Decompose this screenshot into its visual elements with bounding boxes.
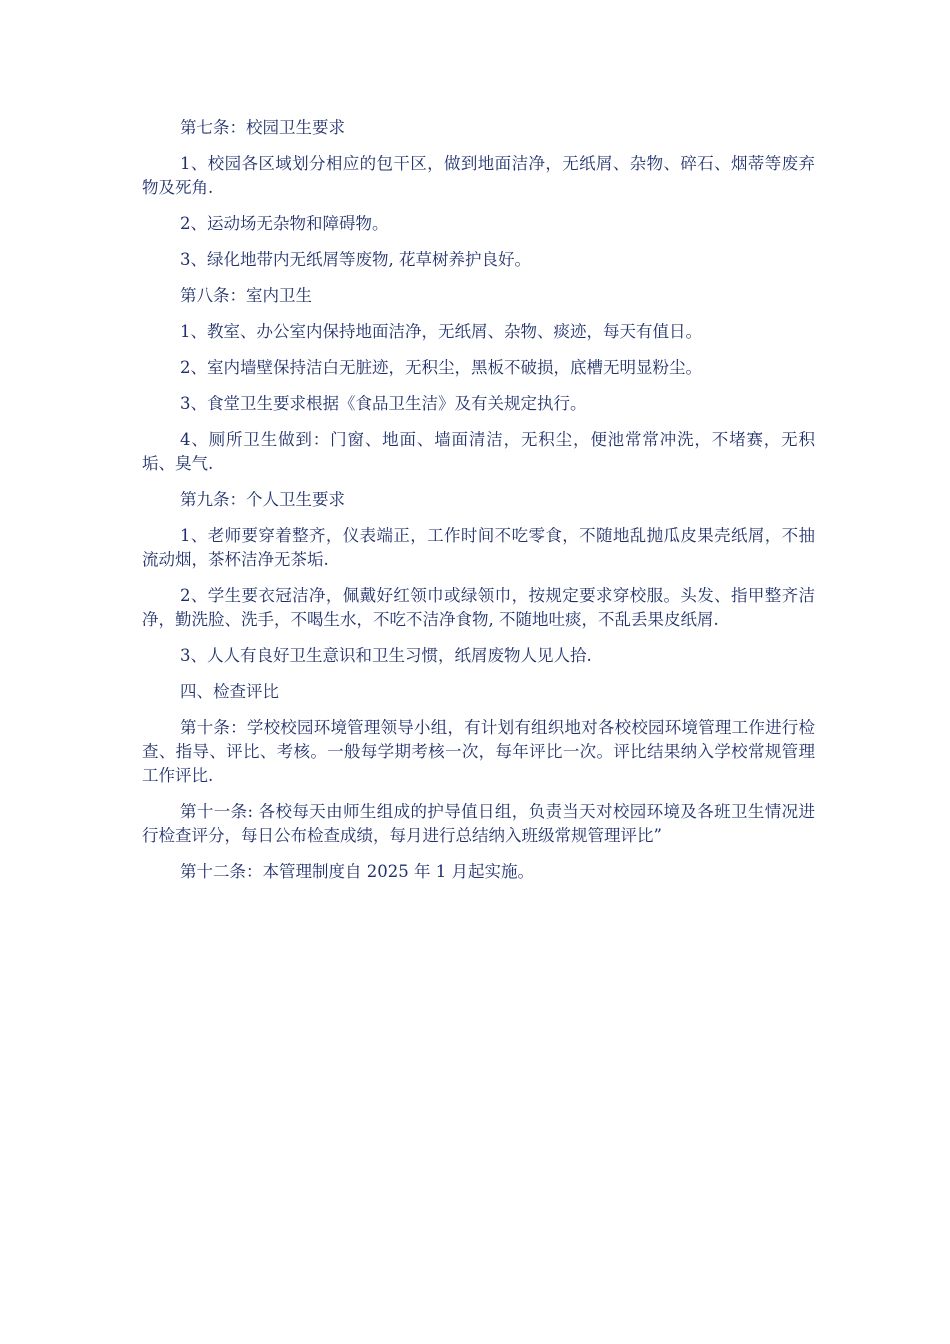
heading-article-7: 第七条：校园卫生要求 — [180, 118, 345, 137]
paragraph-8-4: 4、厕所卫生做到：门窗、地面、墙面清洁，无积尘，便池常常冲洗，不堵赛，无积垢、臭气. — [142, 430, 815, 473]
paragraph-9-2: 2、学生要衣冠洁净，佩戴好红领巾或绿领巾，按规定要求穿校服。头发、指甲整齐洁净，勤洗脸、洗手，不喝生水，不吃不洁净食物, 不随地吐痰，不乱丢果皮纸屑. — [142, 586, 815, 629]
paragraph-8-2: 2、室内墙壁保持洁白无脏迹，无积尘，黑板不破损，底槽无明显粉尘。 — [180, 358, 702, 377]
paragraph-9-3: 3、人人有良好卫生意识和卫生习惯，纸屑废物人见人拾. — [180, 646, 592, 665]
paragraph-7-3: 3、绿化地带内无纸屑等废物, 花草树养护良好。 — [180, 250, 531, 269]
paragraph-7-2: 2、运动场无杂物和障碍物。 — [180, 214, 389, 233]
paragraph-8-1: 1、教室、办公室内保持地面洁净，无纸屑、杂物、痰迹，每天有值日。 — [180, 322, 702, 341]
paragraph-article-11: 第十一条: 各校每天由师生组成的护导值日组，负责当天对校园环境及各班卫生情况进行检查评分，每日公布检查成绩，每月进行总结纳入班级常规管理评比” — [142, 802, 815, 845]
paragraph-article-10: 第十条：学校校园环境管理领导小组，有计划有组织地对各校校园环境管理工作进行检查、指导、评比、考核。一般每学期考核一次，每年评比一次。评比结果纳入学校常规管理工作评比. — [142, 718, 815, 785]
heading-article-8: 第八条：室内卫生 — [180, 286, 312, 305]
heading-article-9: 第九条：个人卫生要求 — [180, 490, 345, 509]
section-heading-inspection: 四、检查评比 — [180, 682, 279, 701]
paragraph-article-12: 第十二条：本管理制度自 2025 年 1 月起实施。 — [180, 862, 534, 881]
paragraph-9-1: 1、老师要穿着整齐，仪表端正，工作时间不吃零食，不随地乱抛瓜皮果壳纸屑，不抽流动烟，茶杯洁净无茶垢. — [142, 526, 815, 569]
paragraph-8-3: 3、食堂卫生要求根据《食品卫生洁》及有关规定执行。 — [180, 394, 587, 413]
document-body — [142, 116, 815, 896]
paragraph-7-1: 1、校园各区域划分相应的包干区，做到地面洁净，无纸屑、杂物、碎石、烟蒂等废弃物及死角. — [142, 154, 815, 197]
